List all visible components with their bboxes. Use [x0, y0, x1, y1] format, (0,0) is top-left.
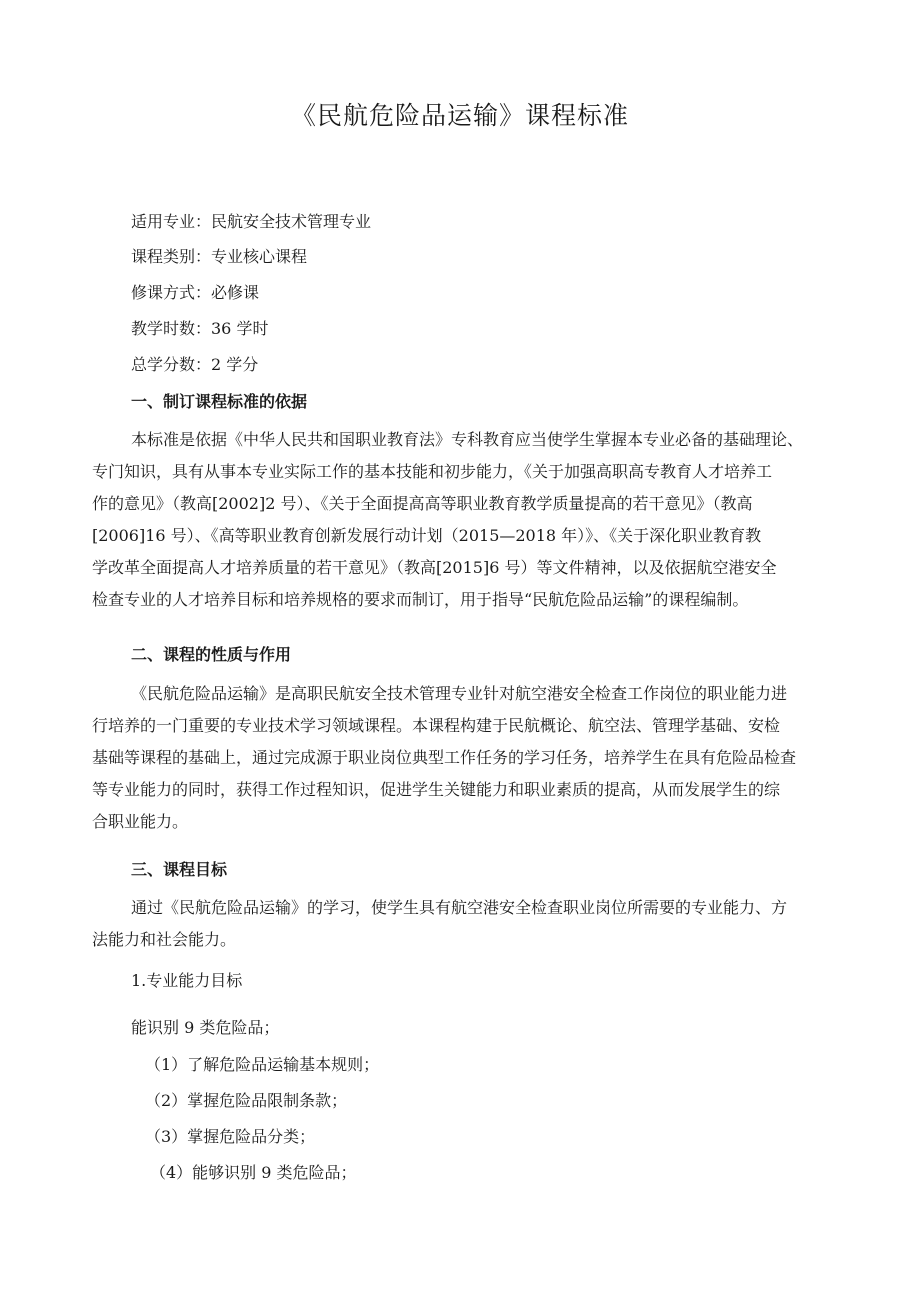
paragraph-line: 专门知识，具有从事本专业实际工作的基本技能和初步能力，《关于加强高职高专教育人才培养工: [92, 462, 773, 481]
list-item: （2）掌握危险品限制条款；: [145, 1091, 348, 1110]
document-title: 《民航危险品运输》课程标准: [290, 101, 629, 130]
paragraph-line: 本标准是依据《中华人民共和国职业教育法》专科教育应当使学生掌握本专业必备的基础理论、: [131, 430, 804, 449]
paragraph-line: 《民航危险品运输》是高职民航安全技术管理专业针对航空港安全检查工作岗位的职业能力进: [131, 684, 788, 703]
meta-teaching-hours: 教学时数：36 学时: [131, 319, 269, 338]
list-item: （4）能够识别 9 类危险品；: [150, 1163, 357, 1182]
paragraph-line: 学改革全面提高人才培养质量的若干意见》（教高[2015]6 号）等文件精神，以及依据航空港安全: [92, 558, 777, 577]
meta-applicable-major: 适用专业：民航安全技术管理专业: [131, 212, 372, 231]
list-item: （3）掌握危险品分类；: [145, 1127, 316, 1146]
section-heading-basis: 一、制订课程标准的依据: [131, 392, 308, 411]
section-paragraph-goals: [92, 892, 832, 956]
subsection-heading-professional: 1.专业能力目标: [131, 971, 243, 990]
paragraph-line: 检查专业的人才培养目标和培养规格的要求而制订，用于指导“民航危险品运输”的课程编制。: [92, 590, 749, 609]
paragraph-line: 作的意见》（教高[2002]2 号）、《关于全面提高高等职业教育教学质量提高的若干意见》（教高: [92, 494, 753, 513]
section-heading-nature: 二、课程的性质与作用: [131, 645, 292, 664]
paragraph-line: 行培养的一门重要的专业技术学习领域课程。本课程构建于民航概论、航空法、管理学基础、安检: [92, 716, 781, 735]
section-paragraph-nature: [92, 678, 832, 838]
paragraph-line: 等专业能力的同时，获得工作过程知识，促进学生关键能力和职业素质的提高，从而发展学生的综: [92, 780, 781, 799]
subsection-intro: 能识别 9 类危险品；: [131, 1018, 280, 1037]
meta-course-category: 课程类别：专业核心课程: [131, 247, 308, 266]
section-heading-goals: 三、课程目标: [131, 860, 228, 879]
paragraph-line: 合职业能力。: [92, 812, 189, 831]
section-paragraph-basis: [92, 424, 832, 616]
meta-total-credits: 总学分数：2 学分: [131, 355, 259, 374]
list-item: （1）了解危险品运输基本规则；: [145, 1055, 380, 1074]
meta-study-mode: 修课方式：必修课: [131, 283, 260, 302]
paragraph-line: 通过《民航危险品运输》的学习，使学生具有航空港安全检查职业岗位所需要的专业能力、方: [131, 898, 788, 917]
paragraph-line: 法能力和社会能力。: [92, 930, 237, 949]
paragraph-line: [2006]16 号）、《高等职业教育创新发展行动计划（2015—2018 年）》、《关于深化职业教育教: [92, 526, 762, 545]
paragraph-line: 基础等课程的基础上，通过完成源于职业岗位典型工作任务的学习任务，培养学生在具有危险品检查: [92, 748, 797, 767]
